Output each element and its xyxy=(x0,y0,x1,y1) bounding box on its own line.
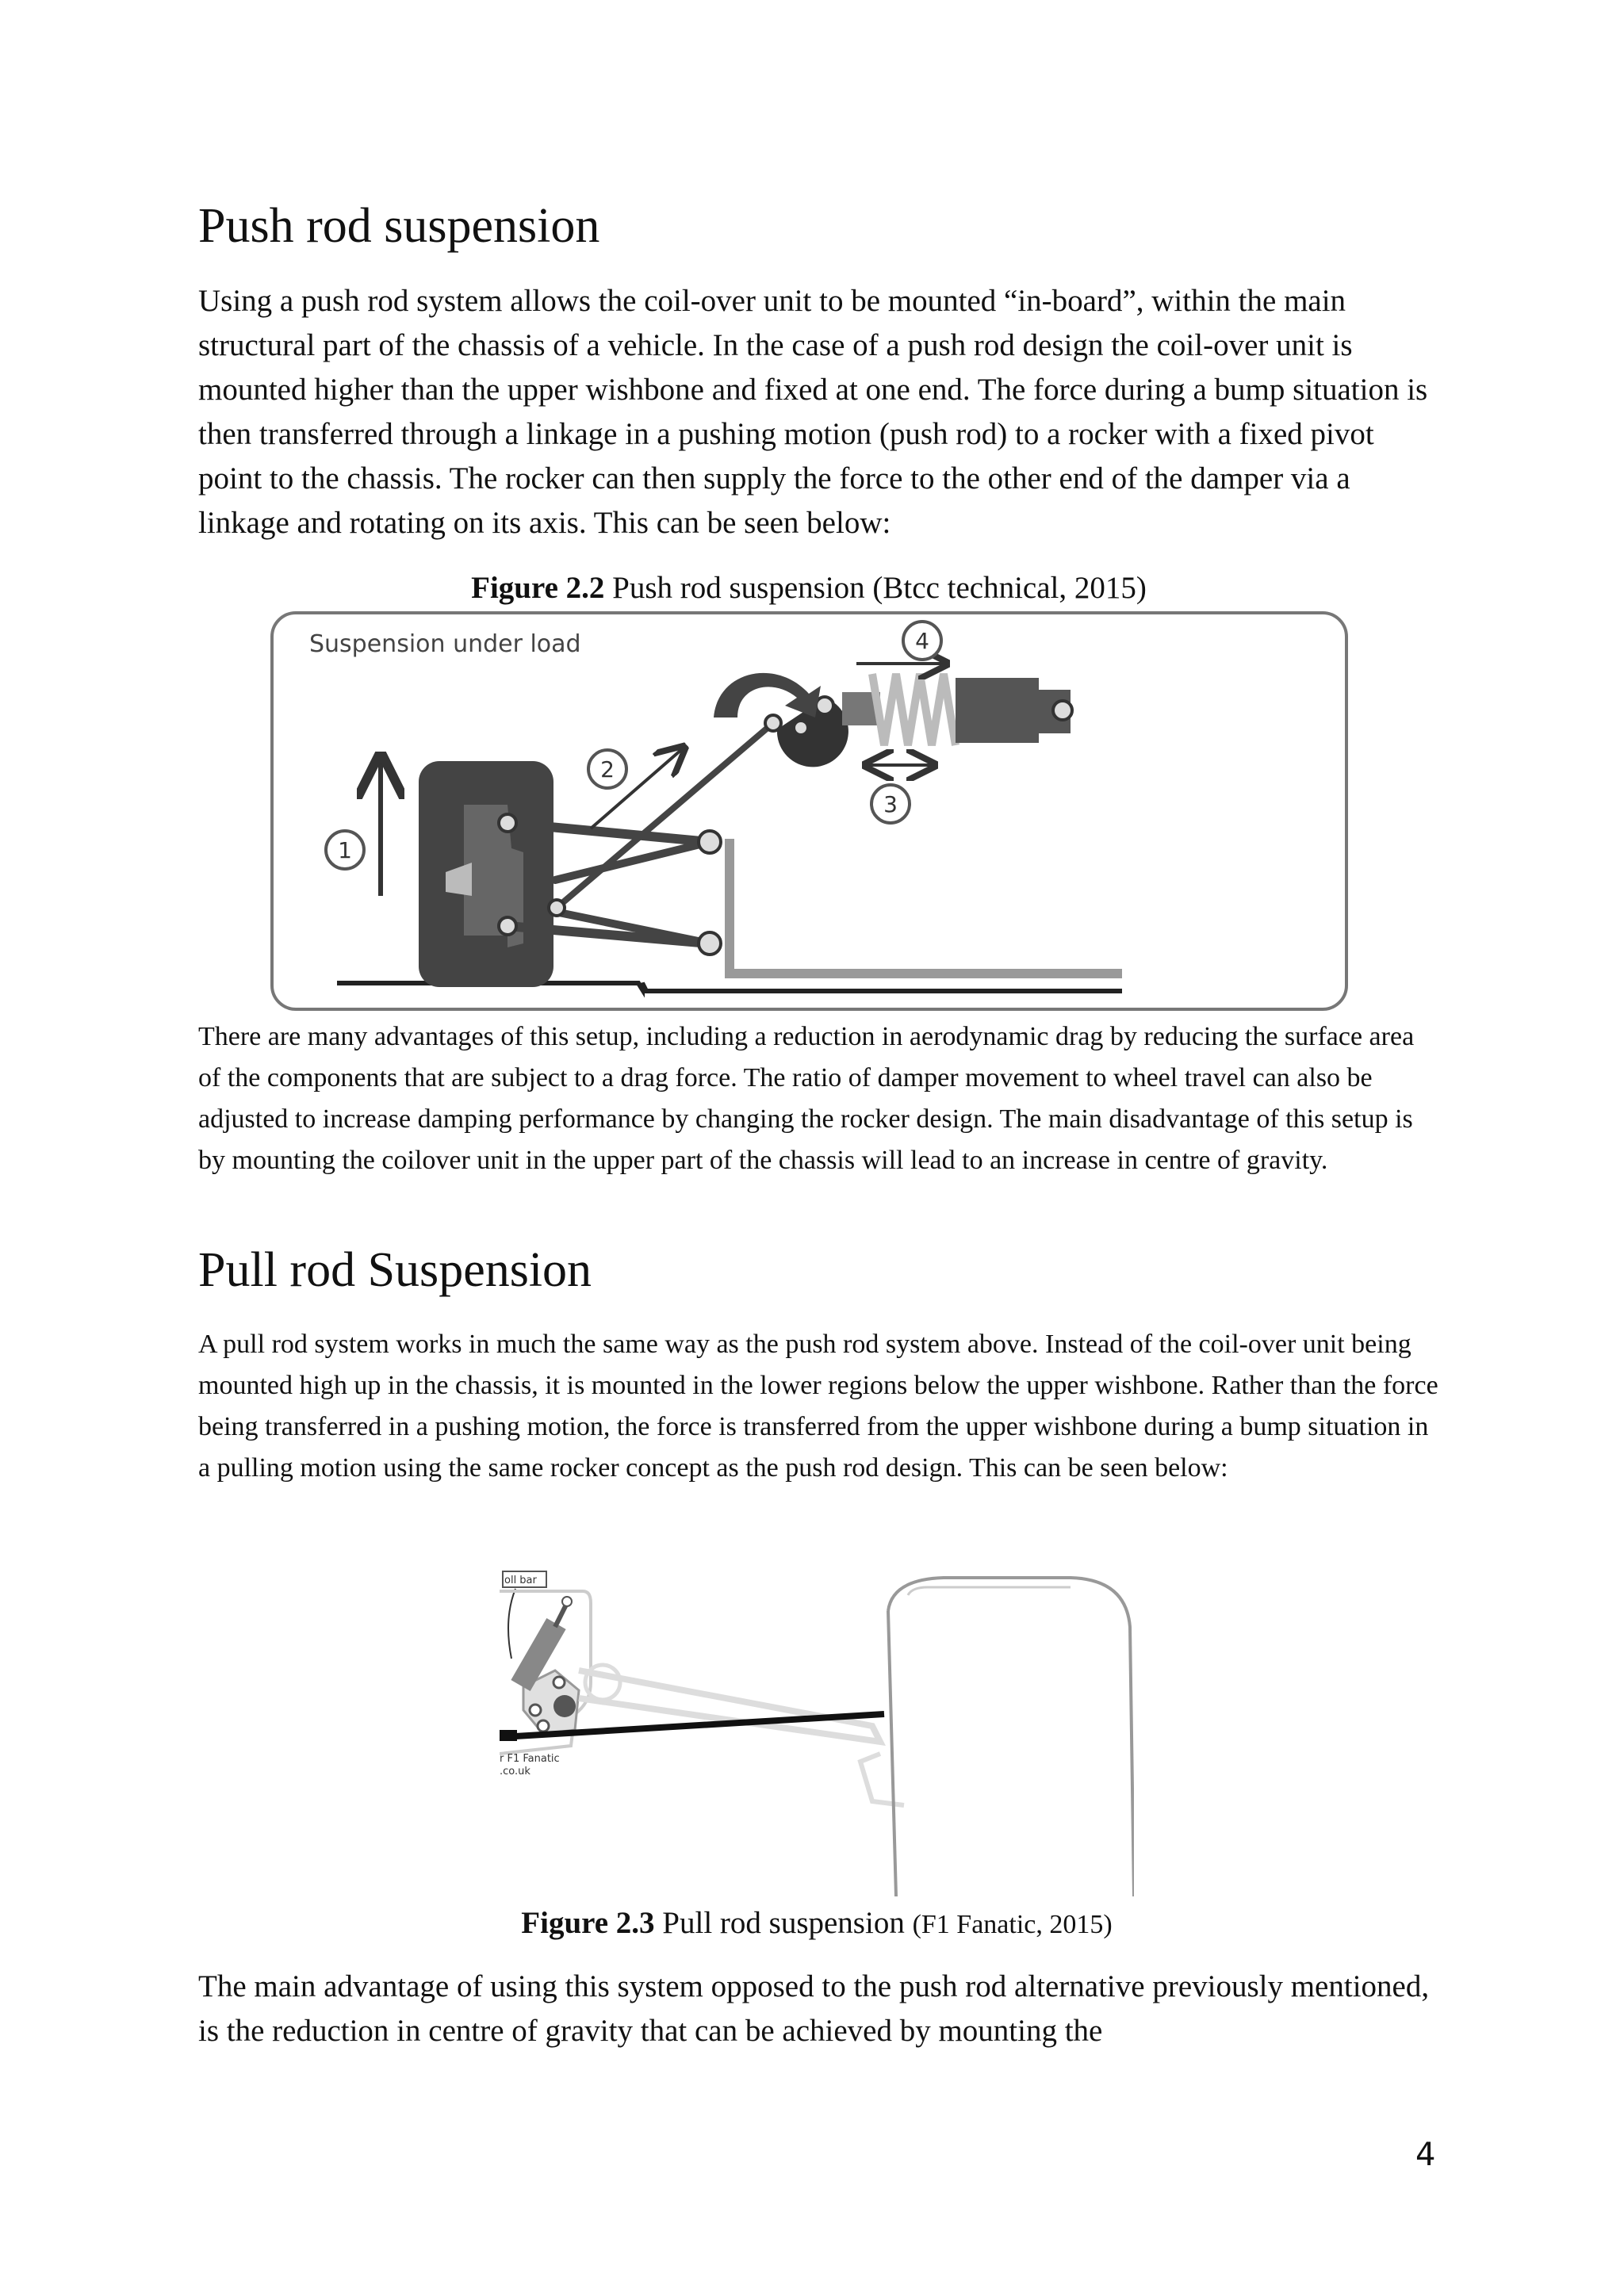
figure-2-2-caption xyxy=(198,568,1419,608)
rocker-pivot-b xyxy=(794,721,808,735)
marker-2 xyxy=(588,750,626,788)
source-label-line2: .co.uk xyxy=(500,1766,530,1777)
source-label-line1: r F1 Fanatic xyxy=(500,1753,560,1765)
advantages-paragraph: There are many advantages of this setup, including a reduction in aerodynamic drag by reducing the surface area of the components that are subject to a drag force. The ratio of damper movement to wheel travel can also be adjusted to increase damping performance by changing the rocker design. The main disadvantage of this setup is by mounting the coilover unit in the upper part of the chassis will lead to an increase in centre of gravity. xyxy=(198,1022,1415,1175)
figure-2-2-label: Figure 2.2 xyxy=(471,571,605,605)
marker-4 xyxy=(903,622,941,660)
marker-3 xyxy=(871,785,910,823)
rocker-pivot-a xyxy=(765,715,781,731)
pivot-upper-inner xyxy=(699,831,721,853)
figure-2-2-caption-text: Push rod suspension (Btcc technical, 2015) xyxy=(604,571,1147,605)
damper-top-pivot xyxy=(1053,701,1072,720)
push-rod-diagram xyxy=(270,610,1352,1015)
figure-2-3-caption xyxy=(198,1904,1435,1945)
damper-body xyxy=(956,678,1039,743)
pivot-push-rod-lower xyxy=(549,900,565,916)
lower-wishbone-outline xyxy=(860,1754,904,1805)
section-heading-pull-rod: Pull rod Suspension xyxy=(198,1243,592,1297)
page-number: 4 xyxy=(1415,2137,1436,2173)
pull-rod-paragraph: A pull rod system works in much the same way as the push rod system above. Instead of the coil-over unit being mounted high up in the chassis, it is mounted in the lower regions below the upper wishbone. Rather than the force being transferred in a pushing motion, the force is transferred from the upper wishbone during a bump situation in a pulling motion using the same rocker concept as the push rod design. This can be seen below: xyxy=(198,1330,1438,1483)
pivot-lower-outer xyxy=(499,917,516,935)
svg-text:2: 2 xyxy=(600,756,615,783)
svg-text:3: 3 xyxy=(883,791,898,817)
marker-1 xyxy=(326,831,364,869)
push-rod-paragraph: Using a push rod system allows the coil-over unit to be mounted “in-board”, within the main structural part of the chassis of a vehicle. In the case of a push rod design the coil-over unit is mounted higher than the upper wishbone and fixed at one end. The force during a bump situation is then transferred through a linkage in a pushing motion (push rod) to a rocker with a fixed pivot point to the chassis. The rocker can then supply the force to the other end of the damper via a linkage and rotating on its axis. This can be seen below: xyxy=(198,284,1428,540)
diagram-title: Suspension under load xyxy=(309,630,581,658)
rocker-pivot xyxy=(553,1695,576,1717)
figure-2-3-caption-text: Pull rod suspension xyxy=(654,1906,913,1940)
figure-2-3-label: Figure 2.3 xyxy=(521,1906,655,1940)
svg-text:4: 4 xyxy=(915,628,929,654)
pivot-lower-inner xyxy=(699,932,721,955)
pivot-upper-outer xyxy=(499,814,516,832)
wheel-outline xyxy=(888,1578,1134,1896)
pull-rod-diagram xyxy=(500,1563,1134,1896)
figure-2-3-caption-source: (F1 Fanatic, 2015) xyxy=(912,1910,1113,1939)
svg-text:1: 1 xyxy=(338,837,352,863)
rocker-pivot-c xyxy=(816,697,833,714)
roll-bar-label: oll bar xyxy=(504,1575,537,1586)
section-heading-push-rod: Push rod suspension xyxy=(198,199,600,253)
pull-rod-advantage-paragraph: The main advantage of using this system opposed to the push rod alternative previously mentioned, is the reduction in centre of gravity that can be achieved by mounting the xyxy=(198,1969,1430,2048)
